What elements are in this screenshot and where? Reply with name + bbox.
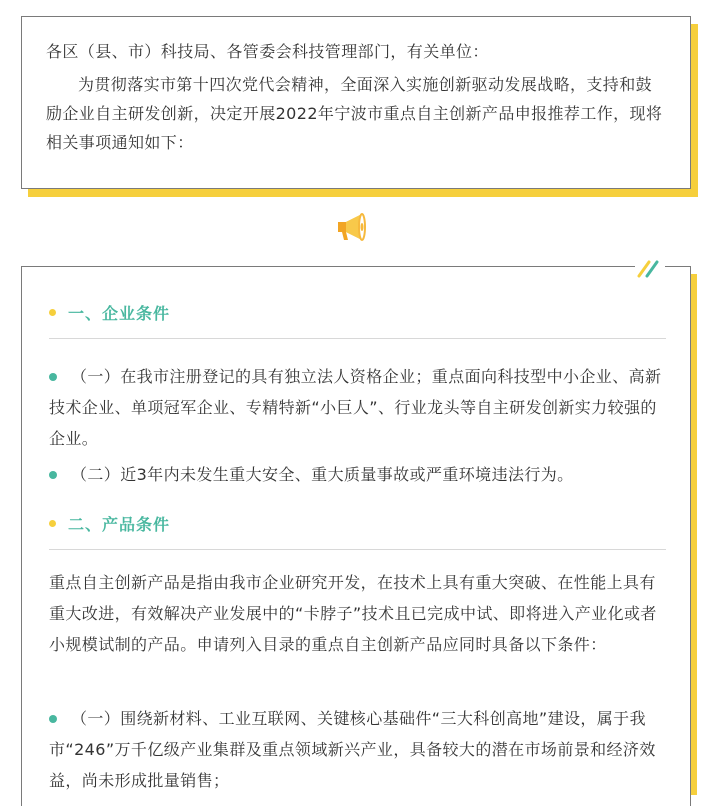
bullet-dot-icon [49, 471, 57, 479]
bullet-dot-icon [49, 520, 56, 527]
list-item-text: （一）在我市注册登记的具有独立法人资格企业；重点面向科技型中小企业、高新技术企业、单项冠军企业、专精特新“小巨人”、行业龙头等自主研发创新实力较强的企业。 [49, 367, 662, 448]
list-item [49, 703, 669, 796]
list-item-text: （二）近3年内未发生重大安全、重大质量事故或严重环境违法行为。 [71, 465, 574, 484]
section-title-product [49, 511, 170, 535]
bullet-dot-icon [49, 373, 57, 381]
section-divider [49, 338, 666, 339]
section-title-text: 二、产品条件 [68, 514, 171, 534]
list-item [49, 459, 669, 490]
intro-box [21, 16, 691, 189]
bullet-dot-icon [49, 309, 56, 316]
section-title-text: 一、企业条件 [68, 303, 171, 323]
list-item [49, 361, 669, 454]
double-slash-icon [635, 256, 665, 280]
intro-body: 为贯彻落实市第十四次党代会精神，全面深入实施创新驱动发展战略，支持和鼓励企业自主研发创新，决定开展2022年宁波市重点自主创新产品申报推荐工作，现将相关事项通知如下： [46, 75, 663, 152]
section-title-enterprise [49, 300, 170, 324]
section-divider [49, 549, 666, 550]
list-item-text: （一）围绕新材料、工业互联网、关键核心基础件“三大科创高地”建设，属于我市“246”万千亿级产业集群及重点领域新兴产业，具备较大的潜在市场前景和经济效益，尚未形成批量销售； [49, 709, 656, 790]
section-paragraph: 重点自主创新产品是指由我市企业研究开发，在技术上具有重大突破、在性能上具有重大改进，有效解决产业发展中的“卡脖子”技术且已完成中试、即将进入产业化或者小规模试制的产品。申请列入目录的重点自主创新产品应同时具备以下条件： [49, 573, 657, 654]
megaphone-icon [334, 209, 370, 245]
intro-salutation: 各区（县、市）科技局、各管委会科技管理部门，有关单位： [46, 42, 489, 61]
bullet-dot-icon [49, 715, 57, 723]
